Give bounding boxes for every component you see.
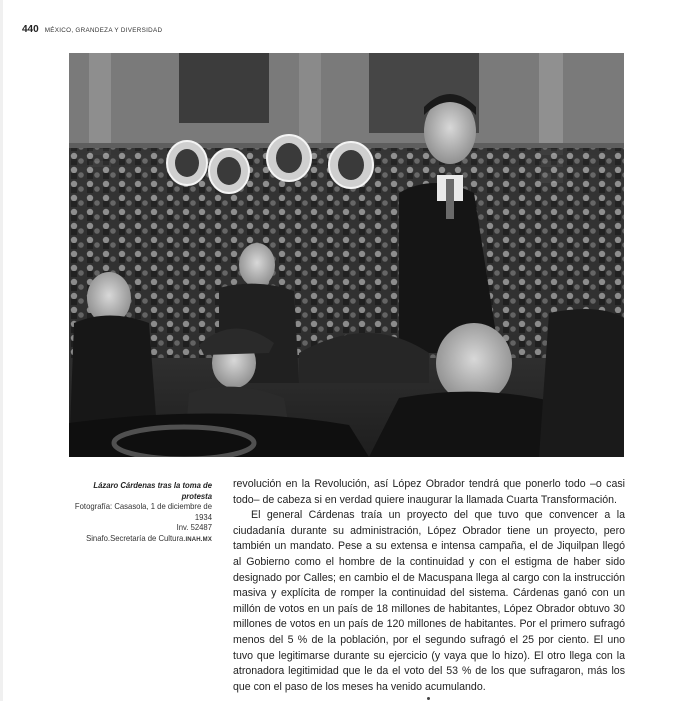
caption-title: Lázaro Cárdenas tras la toma de protesta <box>93 480 212 501</box>
caption-source <box>72 533 212 546</box>
page-header <box>22 24 162 35</box>
caption-source-site: INAH.MX <box>185 535 212 543</box>
page-edge <box>0 0 3 701</box>
caption-source-text: Sinafo.Secretaría de Cultura. <box>86 532 186 543</box>
article-body <box>233 477 625 695</box>
page-mark <box>427 697 430 700</box>
paragraph-2: El general Cárdenas traía un proyecto del que tuvo que convencer a la ciudadanía durante su administración, López Obrador tiene un proyecto, pero también un mandato. Pese a su extensa e intensa campaña, el de Jiquilpan llegó al Gobierno como el hombre de la continuidad y con el estigma de haber sido designado por Calles; en cambio el de Macuspana llega al cargo con la instrucción masiva y explícita de romper la continuidad del sistema. Cárdenas ganó con un millón de votos en un país de 18 millones de habitantes, López Obrador obtuvo 30 millones de votos en un país de 120 millones de habitantes. Por el primero sufragó menos del 5 % de la población, por el segundo sufragó el 25 por ciento. El uno tuvo que legitimarse durante su ejercicio (y vaya que lo hizo). El otro llega con la atronadora legitimidad que le da el voto del 53 % de los que sufragaron, más los que con el paso de los meses ha venido acumulando. <box>233 509 625 693</box>
caption-inventory: Inv. 52487 <box>176 522 212 533</box>
running-head: MÉXICO, GRANDEZA Y DIVERSIDAD <box>44 27 163 34</box>
paragraph-1: revolución en la Revolución, así López Obrador tendrá que ponerlo todo –o casi todo– de cabeza si en verdad quiere inaugurar la llamada Cuarta Transformación. <box>233 478 625 506</box>
page-number: 440 <box>22 24 39 35</box>
caption-credit: Fotografía: Casasola, 1 de diciembre de 1934 <box>74 501 212 522</box>
photo-caption <box>72 480 212 546</box>
historical-photograph <box>69 53 624 457</box>
